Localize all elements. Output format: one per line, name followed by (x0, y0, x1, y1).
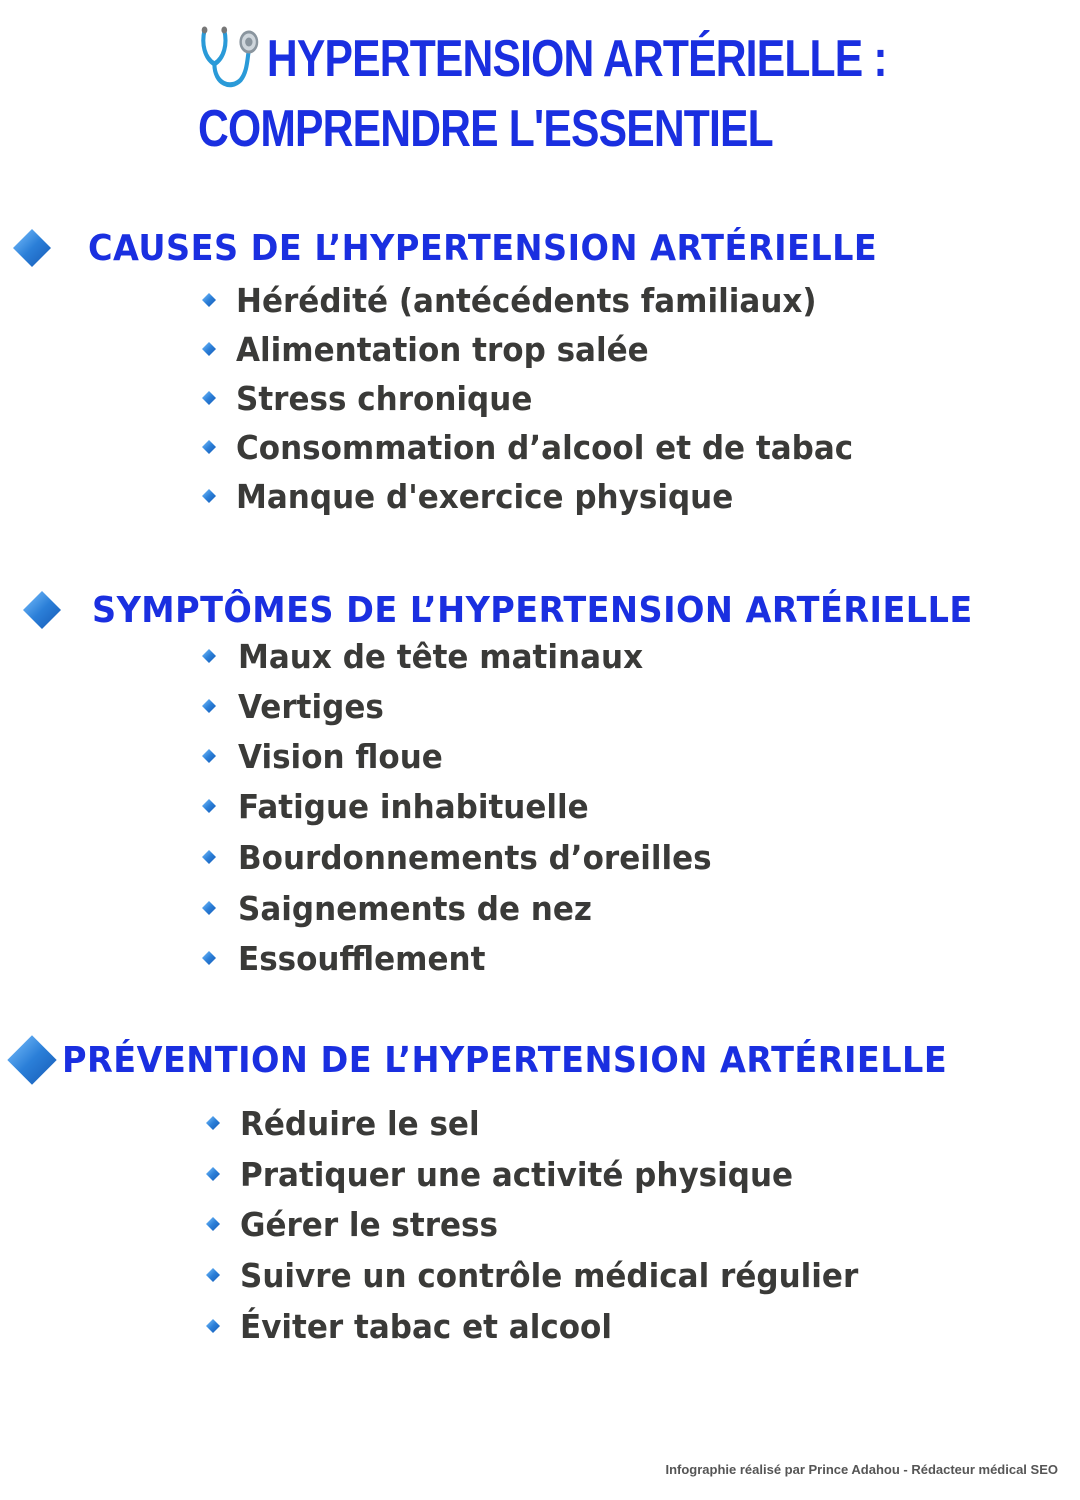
title-text-1: HYPERTENSION ARTÉRIELLE : (266, 30, 887, 88)
small-blue-diamond-icon (206, 1319, 220, 1333)
section-title-symptomes: SYMPTÔMES DE L’HYPERTENSION ARTÉRIELLE (92, 589, 973, 631)
blue-diamond-icon (6, 1034, 58, 1086)
list-item-text: Pratiquer une activité physique (240, 1154, 794, 1194)
small-blue-diamond-icon (206, 1167, 220, 1181)
list-item-text: Consommation d’alcool et de tabac (236, 427, 854, 467)
list-item-text: Vertiges (238, 686, 384, 726)
small-blue-diamond-icon (206, 1268, 220, 1282)
list-item-text: Vision floue (238, 736, 443, 776)
list-item-text: Suivre un contrôle médical régulier (240, 1255, 859, 1295)
list-item (202, 732, 456, 780)
small-blue-diamond-icon (202, 342, 216, 356)
list-item (202, 833, 742, 881)
small-blue-diamond-icon (202, 649, 216, 663)
list-item (202, 682, 393, 730)
list-item-text: Bourdonnements d’oreilles (238, 837, 712, 877)
stethoscope-icon (198, 24, 264, 94)
list-item (202, 472, 765, 520)
section-heading-prevention (6, 1032, 1014, 1088)
small-blue-diamond-icon (202, 293, 216, 307)
infographic-title (198, 24, 998, 164)
list-item-text: Réduire le sel (240, 1103, 480, 1143)
small-blue-diamond-icon (202, 901, 216, 915)
blue-diamond-icon (12, 228, 52, 268)
list-item-text: Hérédité (antécédents familiaux) (236, 280, 817, 320)
list-item (202, 423, 893, 471)
list-item (206, 1251, 898, 1299)
list-item-text: Éviter tabac et alcool (240, 1306, 612, 1346)
small-blue-diamond-icon (202, 749, 216, 763)
small-blue-diamond-icon (206, 1116, 220, 1130)
list-item (206, 1302, 636, 1350)
section-heading-symptomes (22, 583, 1039, 637)
list-item-text: Essoufflement (238, 938, 486, 978)
small-blue-diamond-icon (202, 951, 216, 965)
list-item-text: Gérer le stress (240, 1204, 498, 1244)
small-blue-diamond-icon (202, 440, 216, 454)
list-item (202, 934, 501, 982)
list-item (202, 884, 615, 932)
small-blue-diamond-icon (202, 489, 216, 503)
footer-credit: Infographie réalisé par Prince Adahou - Rédacteur médical SEO (665, 1462, 1058, 1477)
list-item-text: Manque d'exercice physique (236, 476, 734, 516)
list-item (206, 1200, 514, 1248)
list-item-text: Saignements de nez (238, 888, 592, 928)
title-line-1 (198, 24, 887, 94)
small-blue-diamond-icon (206, 1217, 220, 1231)
small-blue-diamond-icon (202, 699, 216, 713)
small-blue-diamond-icon (202, 799, 216, 813)
list-item-text: Fatigue inhabituelle (238, 786, 589, 826)
list-item (202, 276, 854, 324)
list-item (206, 1099, 495, 1147)
list-item-text: Alimentation trop salée (236, 329, 649, 369)
small-blue-diamond-icon (202, 850, 216, 864)
section-title-prevention: PRÉVENTION DE L’HYPERTENSION ARTÉRIELLE (62, 1039, 948, 1081)
list-item (202, 325, 675, 373)
list-item-text: Stress chronique (236, 378, 533, 418)
small-blue-diamond-icon (202, 391, 216, 405)
blue-diamond-icon (22, 590, 62, 630)
list-item (202, 374, 551, 422)
title-line-2: COMPRENDRE L'ESSENTIEL (198, 100, 773, 158)
list-item (202, 782, 611, 830)
list-item (206, 1150, 828, 1198)
list-item (202, 632, 669, 680)
section-title-causes: CAUSES DE L’HYPERTENSION ARTÉRIELLE (88, 227, 878, 269)
section-heading-causes (12, 220, 937, 276)
list-item-text: Maux de tête matinaux (238, 636, 644, 676)
